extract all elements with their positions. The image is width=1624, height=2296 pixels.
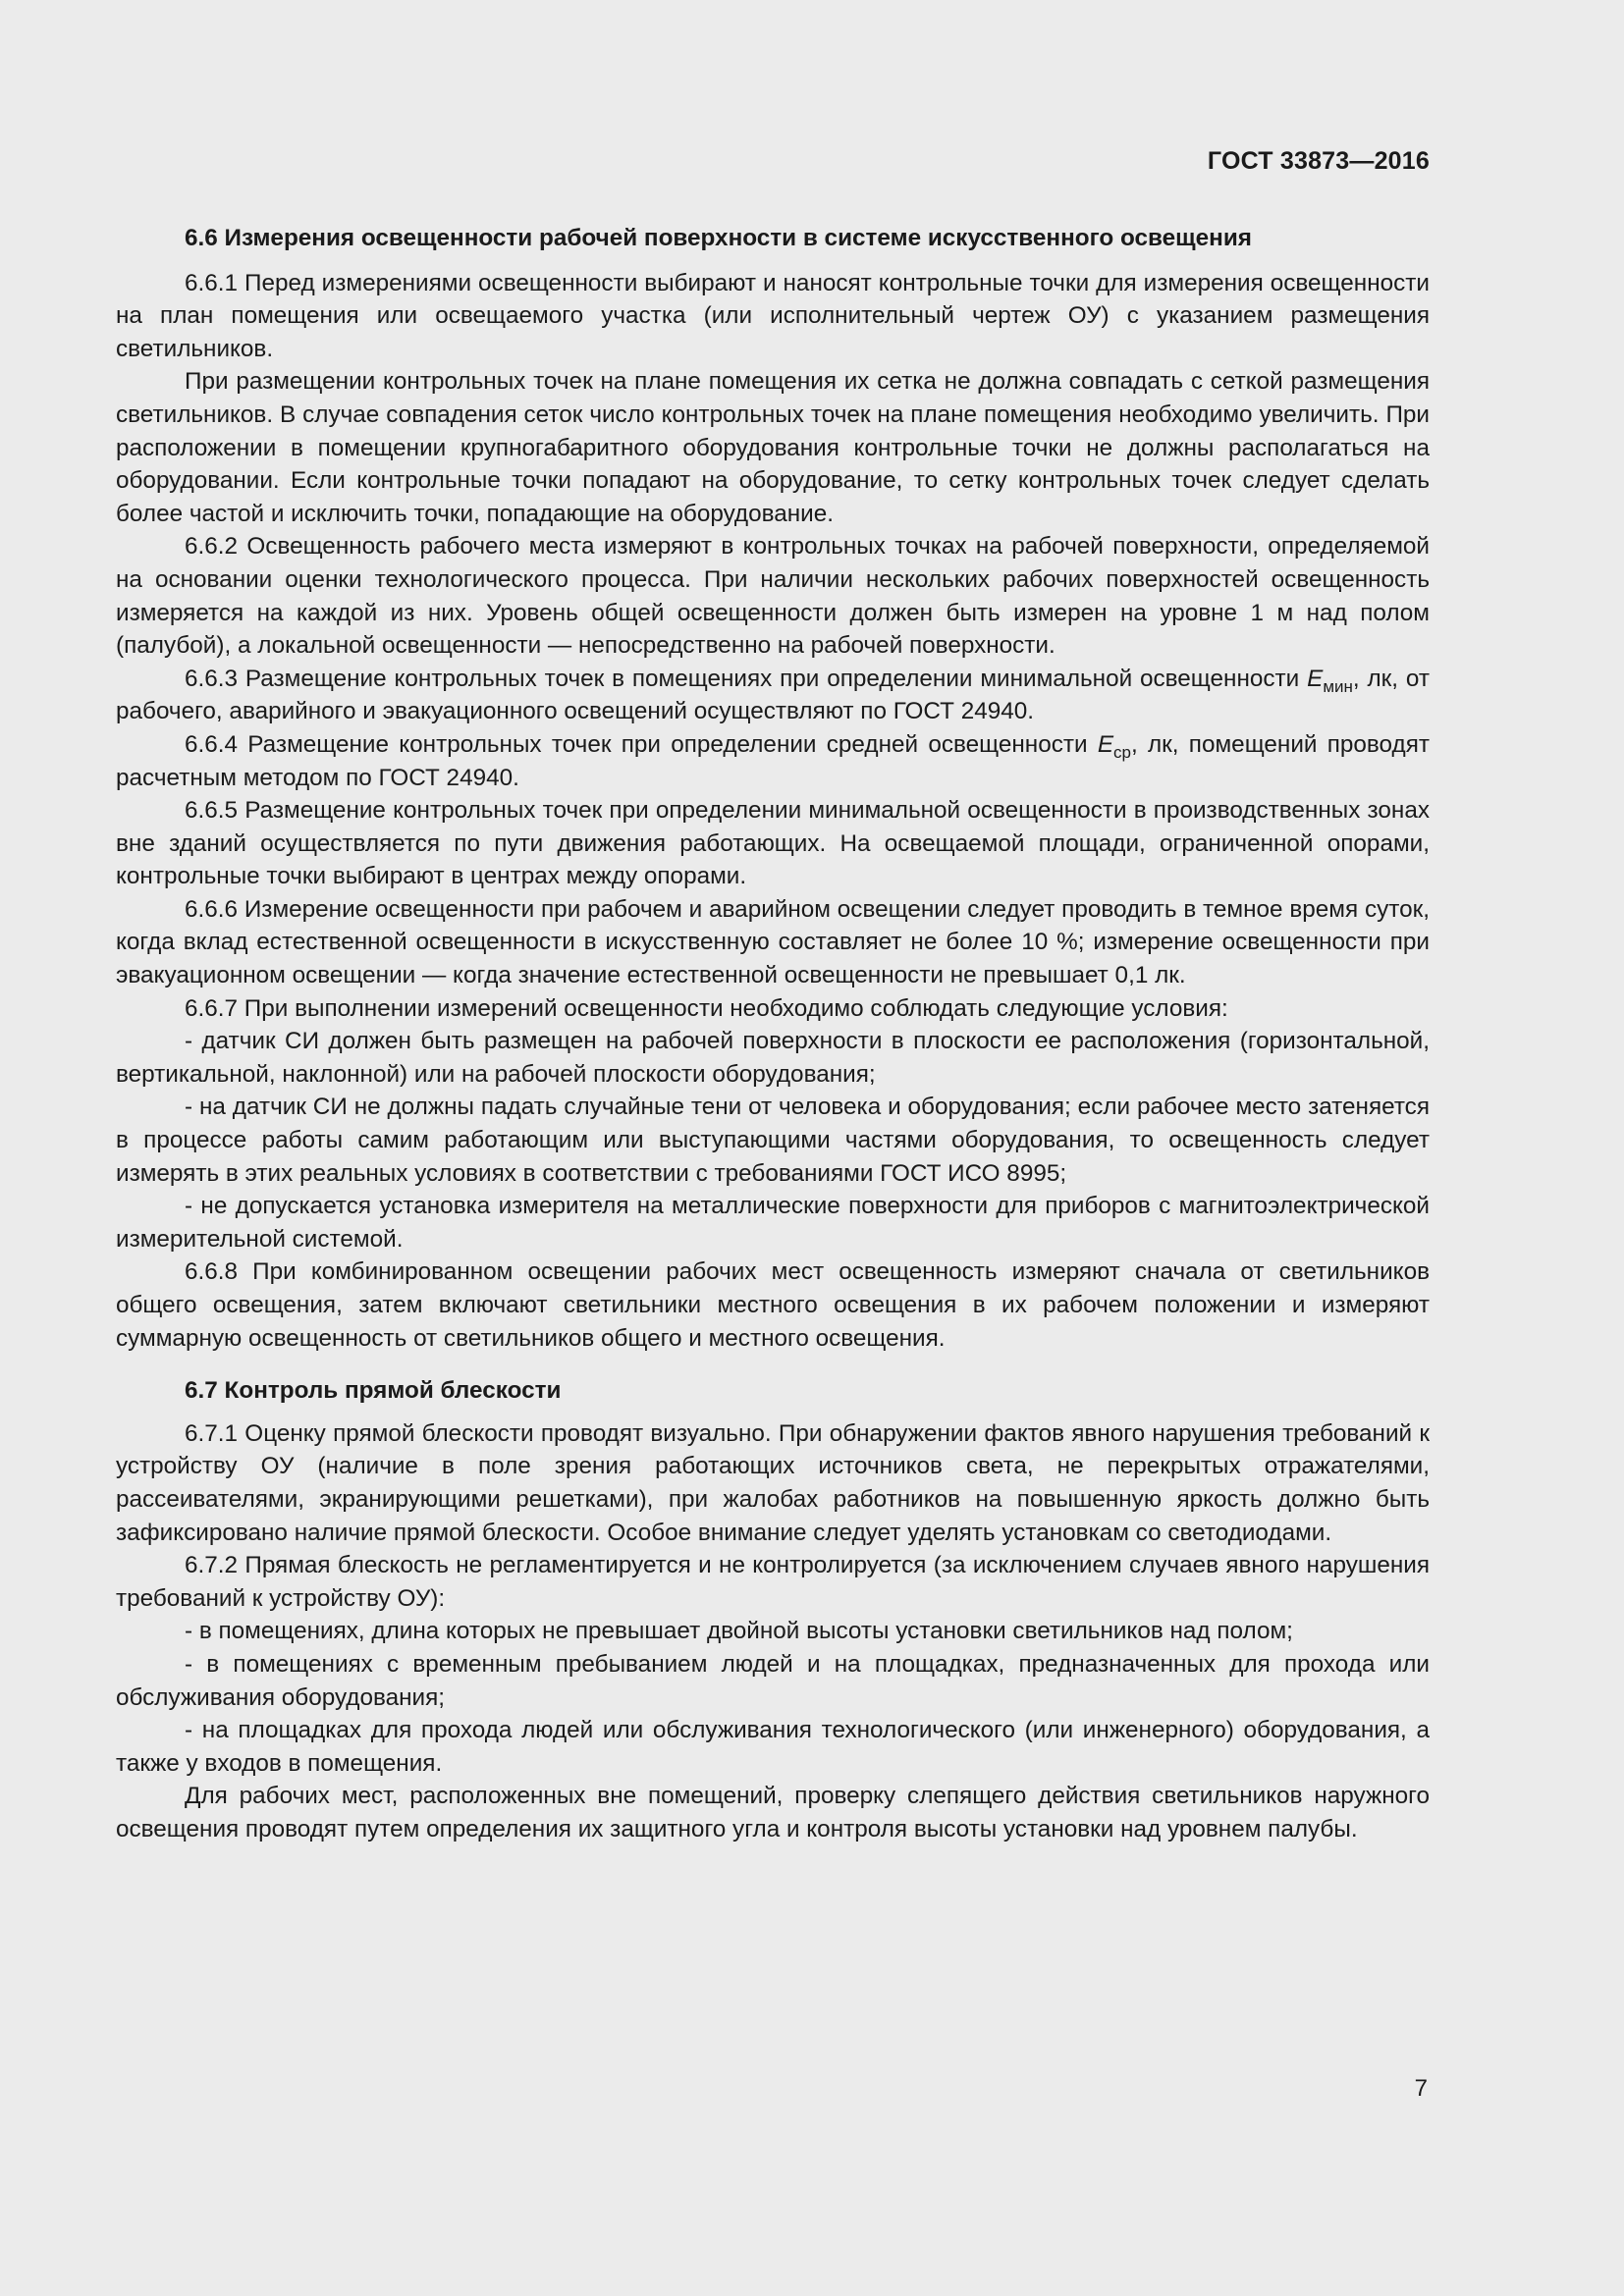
paragraph-6-6-4-text-a: 6.6.4 Размещение контрольных точек при определении средней освещенности xyxy=(185,730,1098,758)
paragraph-6-6-1: 6.6.1 Перед измерениями освещенности выбирают и наносят контрольные точки для измерения освещенности на план помещения или освещаемого участка (или исполнительный чертеж ОУ) с указанием размещения светильников. xyxy=(116,269,1430,362)
list-item-6-7-2-2: - в помещениях с временным пребыванием людей и на площадках, предназначенных для прохода или обслуживания оборудования; xyxy=(116,1650,1430,1711)
paragraph-6-6-3-text-b: , лк, от рабочего, аварийного и эвакуационного освещений осуществляют по ГОСТ 24940. xyxy=(116,665,1430,725)
paragraph-6-6-6: 6.6.6 Измерение освещенности при рабочем и аварийном освещении следует проводить в темное время суток, когда вклад естественной освещенности в искусственную составляет не более 10 %; измерение освещенности при эвакуационном освещении — когда значение естественной освещенности не превышает 0,1 лк. xyxy=(116,895,1430,989)
list-item-6-6-7-1: - датчик СИ должен быть размещен на рабочей поверхности в плоскости ее расположения (горизонтальной, вертикальной, наклонной) или на рабочей плоскости оборудования; xyxy=(116,1028,1430,1088)
document-code-header: ГОСТ 33873—2016 xyxy=(1207,147,1430,175)
illuminance-subscript-min: мин xyxy=(1323,676,1353,696)
list-item-6-7-2-3: - на площадках для прохода людей или обслуживания технологического (или инженерного) оборудования, а также у входов в помещения. xyxy=(116,1717,1430,1777)
paragraph-6-6-4 xyxy=(116,728,1430,794)
paragraph-6-7-2-continued: Для рабочих мест, расположенных вне помещений, проверку слепящего действия светильников наружного освещения проводят путем определения их защитного угла и контроля высоты установки над уровнем палубы. xyxy=(116,1783,1430,1842)
illuminance-symbol: E xyxy=(1307,665,1324,692)
list-item-6-6-7-2: - на датчик СИ не должны падать случайные тени от человека и оборудования; если рабочее место затеняется в процессе работы самим работающим или выступающими частями оборудования, то освещенность следует измерять в этих реальных условиях в соответствии с требованиями ГОСТ ИСО 8995; xyxy=(116,1094,1430,1187)
paragraph-6-7-1: 6.7.1 Оценку прямой блескости проводят визуально. При обнаружении фактов явного нарушения требований к устройству ОУ (наличие в поле зрения работающих источников света, не перекрытых отражателями, рассеивателями, экранирующими решетками), при жалобах работников на повышенную яркость должно быть зафиксировано наличие прямой блескости. Особое внимание следует уделять установкам со светодиодами. xyxy=(116,1419,1430,1546)
paragraph-6-6-3-text-a: 6.6.3 Размещение контрольных точек в помещениях при определении минимальной освещенности xyxy=(185,665,1308,692)
section-6-7-heading: 6.7 Контроль прямой блескости xyxy=(185,1377,562,1405)
illuminance-symbol: E xyxy=(1097,730,1114,758)
list-item-6-6-7-3: - не допускается установка измерителя на металлические поверхности для приборов с магнитоэлектрической измерительной системой. xyxy=(116,1193,1430,1253)
paragraph-6-6-8: 6.6.8 При комбинированном освещении рабочих мест освещенность измеряют сначала от светильников общего освещения, затем включают светильники местного освещения в их рабочем положении и измеряют суммарную освещенность от светильников общего и местного освещения. xyxy=(116,1258,1430,1352)
section-6-6-heading: 6.6 Измерения освещенности рабочей поверхности в системе искусственного освещения xyxy=(185,225,1252,251)
paragraph-6-6-5: 6.6.5 Размещение контрольных точек при определении минимальной освещенности в производственных зонах вне зданий осуществляется по пути движения работающих. На освещаемой площади, ограниченной опорами, контрольные точки выбирают в центрах между опорами. xyxy=(116,797,1430,890)
paragraph-6-6-7: 6.6.7 При выполнении измерений освещенности необходимо соблюдать следующие условия: xyxy=(185,994,1228,1022)
page-number: 7 xyxy=(1414,2075,1428,2102)
paragraph-6-6-4-text-b: , лк, помещений проводят расчетным методом по ГОСТ 24940. xyxy=(116,730,1430,791)
list-item-6-7-2-1: - в помещениях, длина которых не превышает двойной высоты установки светильников над полом; xyxy=(185,1618,1293,1645)
paragraph-6-7-2: 6.7.2 Прямая блескость не регламентируется и не контролируется (за исключением случаев явного нарушения требований к устройству ОУ): xyxy=(116,1552,1430,1612)
paragraph-6-6-1-continued: При размещении контрольных точек на плане помещения их сетка не должна совпадать с сеткой размещения светильников. В случае совпадения сеток число контрольных точек на плане помещения необходимо увеличить. При расположении в помещении крупногабаритного оборудования контрольные точки не должны располагаться на оборудовании. Если контрольные точки попадают на оборудование, то сетку контрольных точек следует сделать более частой и исключить точки, попадающие на оборудование. xyxy=(116,368,1430,527)
document-body xyxy=(116,222,1430,1846)
illuminance-subscript-avg: ср xyxy=(1113,742,1131,762)
paragraph-6-6-3 xyxy=(116,663,1430,728)
paragraph-6-6-2: 6.6.2 Освещенность рабочего места измеряют в контрольных точках на рабочей поверхности, определяемой на основании оценки технологического процесса. При наличии нескольких рабочих поверхностей освещенность измеряется на каждой из них. Уровень общей освещенности должен быть измерен на уровне 1 м над полом (палубой), а локальной освещенности — непосредственно на рабочей поверхности. xyxy=(116,533,1430,660)
